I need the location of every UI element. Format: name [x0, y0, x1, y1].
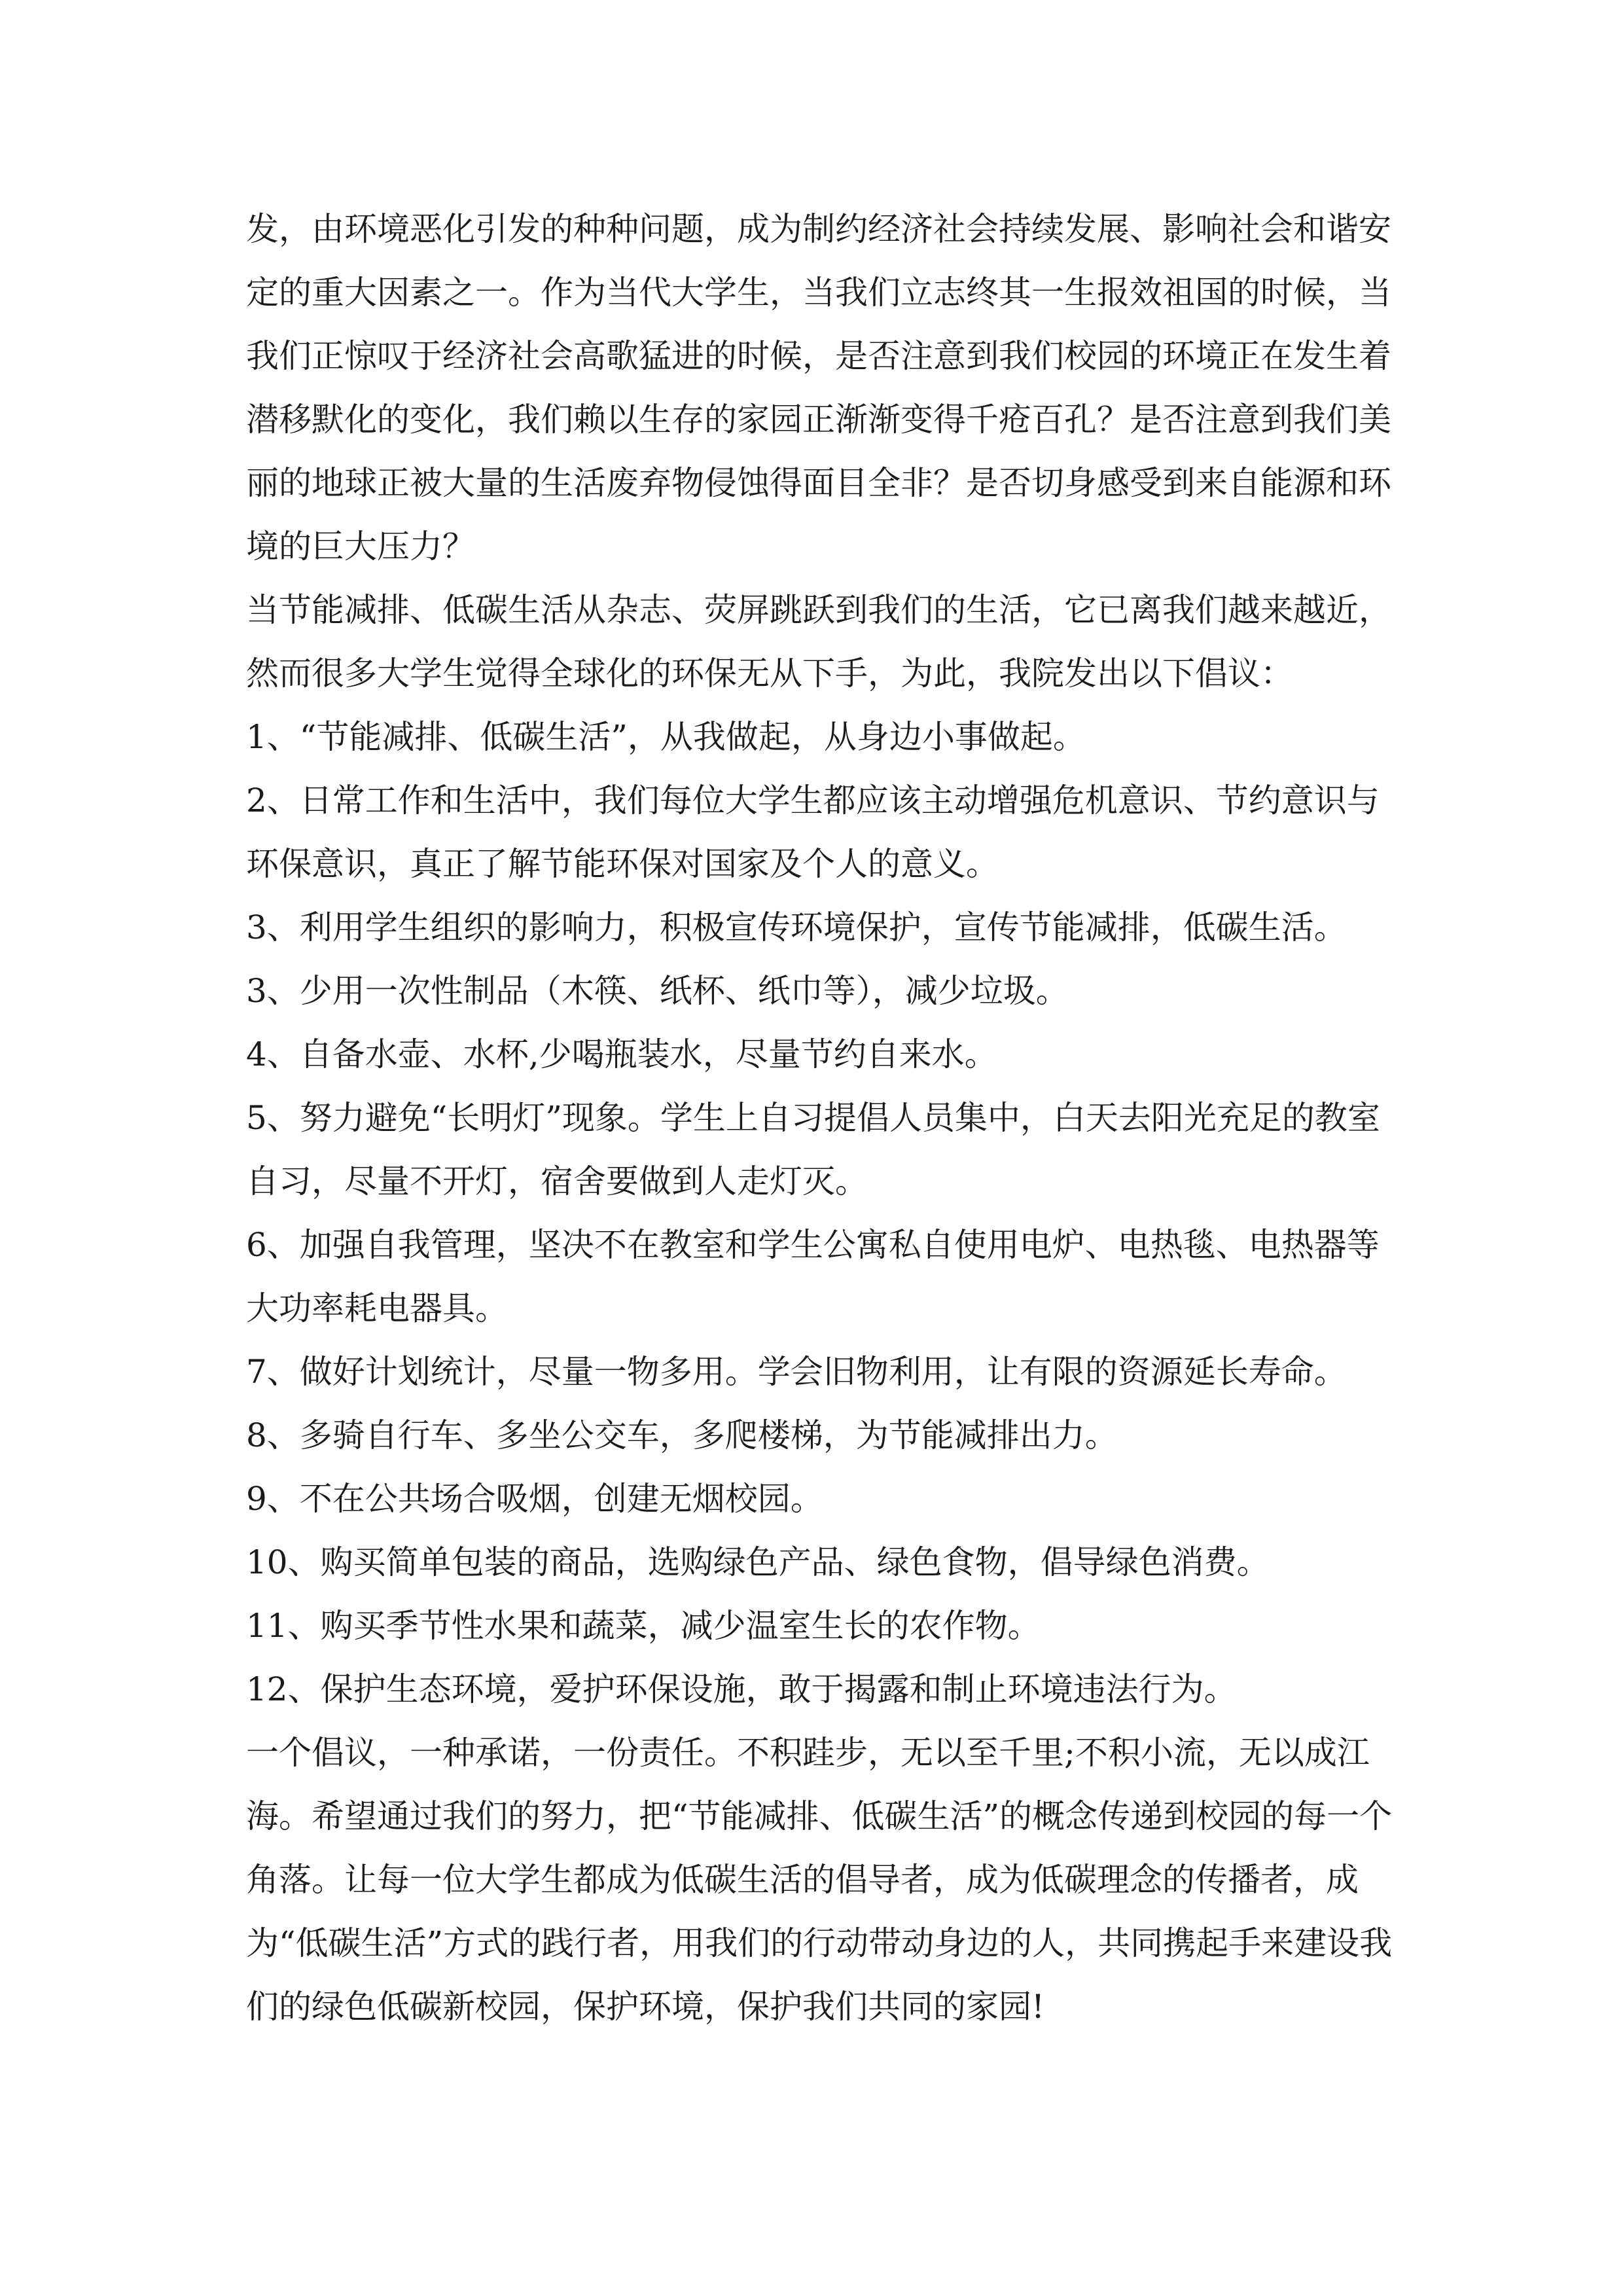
list-item-6: 6、加强自我管理，坚决不在教室和学生公寓私自使用电炉、电热毯、电热器等大功率耗电器具。	[246, 1226, 1380, 1327]
list-item-11: 11、购买季节性水果和蔬菜，减少温室生长的农作物。	[246, 1607, 1041, 1645]
paragraph-intro: 发，由环境恶化引发的种种问题，成为制约经济社会持续发展、影响社会和谐安定的重大因素之一。作为当代大学生，当我们立志终其一生报效祖国的时候，当我们正惊叹于经济社会高歌猛进的时候，是否注意到我们校园的环境正在发生着潜移默化的变化，我们赖以生存的家园正渐渐变得千疮百孔？是否注意到我们美丽的地球正被大量的生活废弃物侵蚀得面目全非？是否切身感受到来自能源和环境的巨大压力？	[246, 210, 1391, 565]
list-item-1: 1、“节能减排、低碳生活”，从我做起，从身边小事做起。	[246, 718, 1086, 756]
list-item-3b: 3、少用一次性制品（木筷、纸杯、纸巾等），减少垃圾。	[246, 972, 1069, 1010]
paragraph-proposal-lead: 当节能减排、低碳生活从杂志、荧屏跳跃到我们的生活，它已离我们越来越近，然而很多大学生觉得全球化的环保无从下手，为此，我院发出以下倡议：	[246, 591, 1391, 692]
list-item-8: 8、多骑自行车、多坐公交车，多爬楼梯，为节能减排出力。	[246, 1416, 1118, 1454]
list-item-12: 12、保护生态环境，爱护环保设施，敢于揭露和制止环境违法行为。	[246, 1670, 1237, 1708]
list-item-5: 5、努力避免“长明灯”现象。学生上自习提倡人员集中，白天去阳光充足的教室自习，尽量不开灯，宿舍要做到人走灯灭。	[246, 1099, 1380, 1200]
list-item-10: 10、购买简单包装的商品，选购绿色产品、绿色食物，倡导绿色消费。	[246, 1543, 1270, 1581]
document-body	[246, 198, 1398, 2039]
list-item-9: 9、不在公共场合吸烟，创建无烟校园。	[246, 1480, 823, 1518]
list-item-2: 2、日常工作和生活中，我们每位大学生都应该主动增强危机意识、节约意识与环保意识，真正了解节能环保对国家及个人的意义。	[246, 781, 1380, 883]
list-item-7: 7、做好计划统计，尽量一物多用。学会旧物利用，让有限的资源延长寿命。	[246, 1353, 1347, 1391]
paragraph-closing: 一个倡议，一种承诺，一份责任。不积跬步，无以至千里;不积小流，无以成江海。希望通过我们的努力，把“节能减排、低碳生活”的概念传递到校园的每一个角落。让每一位大学生都成为低碳生活的倡导者，成为低碳理念的传播者，成为“低碳生活”方式的践行者，用我们的行动带动身边的人，共同携起手来建设我们的绿色低碳新校园，保护环境，保护我们共同的家园!	[246, 1734, 1393, 2026]
list-item-4: 4、自备水壶、水杯,少喝瓶装水，尽量节约自来水。	[246, 1035, 997, 1073]
list-item-3a: 3、利用学生组织的影响力，积极宣传环境保护，宣传节能减排，低碳生活。	[246, 908, 1347, 946]
